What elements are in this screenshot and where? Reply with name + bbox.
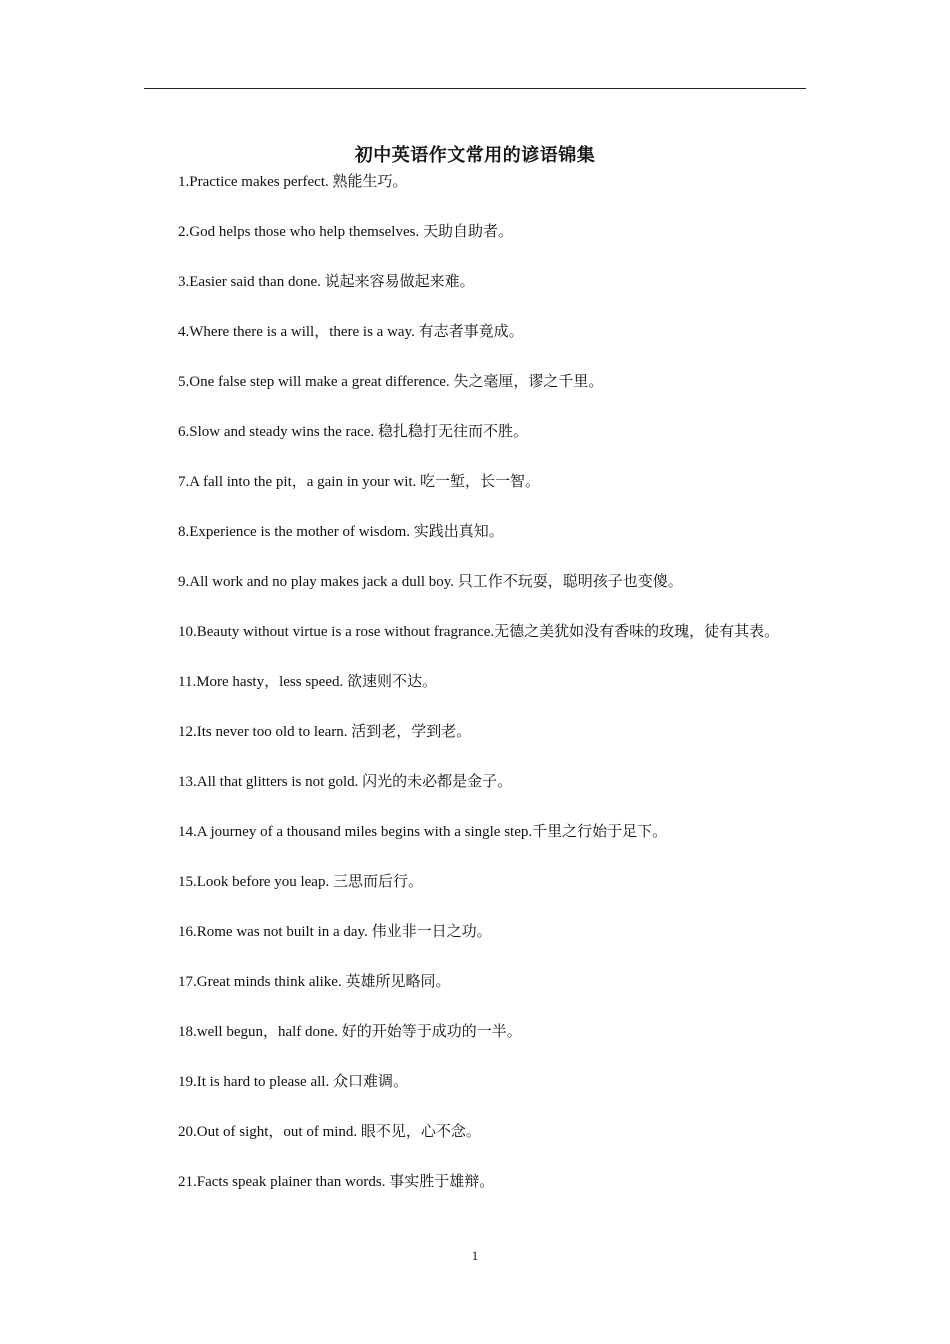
document-title: 初中英语作文常用的谚语锦集 bbox=[354, 145, 596, 165]
proverb-item: 13.All that glitters is not gold. 闪光的未必都是金子。 bbox=[178, 774, 513, 790]
proverb-item: 17.Great minds think alike. 英雄所见略同。 bbox=[178, 974, 451, 990]
proverb-item: 12.Its never too old to learn. 活到老，学到老。 bbox=[178, 724, 472, 740]
proverb-item: 9.All work and no play makes jack a dull boy. 只工作不玩耍，聪明孩子也变傻。 bbox=[178, 574, 683, 590]
proverb-item: 15.Look before you leap. 三思而后行。 bbox=[178, 874, 423, 890]
proverb-item: 16.Rome was not built in a day. 伟业非一日之功。 bbox=[178, 924, 492, 940]
proverb-item: 10.Beauty without virtue is a rose without fragrance.无德之美犹如没有香味的玫瑰，徒有其表。 bbox=[178, 624, 780, 640]
proverb-item: 19.It is hard to please all. 众口难调。 bbox=[178, 1074, 408, 1090]
proverb-item: 5.One false step will make a great difference. 失之毫厘，谬之千里。 bbox=[178, 374, 604, 390]
proverb-item: 21.Facts speak plainer than words. 事实胜于雄辩。 bbox=[178, 1174, 495, 1190]
proverb-list bbox=[144, 170, 806, 1220]
proverb-item: 3.Easier said than done. 说起来容易做起来难。 bbox=[178, 274, 475, 290]
proverb-item: 11.More hasty，less speed. 欲速则不达。 bbox=[178, 674, 437, 690]
proverb-item: 1.Practice makes perfect. 熟能生巧。 bbox=[178, 174, 408, 190]
header-rule bbox=[144, 88, 806, 89]
proverb-item: 14.A journey of a thousand miles begins with a single step.千里之行始于足下。 bbox=[178, 824, 668, 840]
proverb-item: 8.Experience is the mother of wisdom. 实践出真知。 bbox=[178, 524, 504, 540]
proverb-item: 7.A fall into the pit，a gain in your wit. 吃一堑，长一智。 bbox=[178, 474, 541, 490]
proverb-item: 20.Out of sight，out of mind. 眼不见，心不念。 bbox=[178, 1124, 481, 1140]
proverb-item: 18.well begun，half done. 好的开始等于成功的一半。 bbox=[178, 1024, 522, 1040]
proverb-item: 2.God helps those who help themselves. 天助自助者。 bbox=[178, 224, 513, 240]
proverb-item: 6.Slow and steady wins the race. 稳扎稳打无往而不胜。 bbox=[178, 424, 528, 440]
proverb-item: 4.Where there is a will，there is a way. 有志者事竟成。 bbox=[178, 324, 524, 340]
page-number: 1 bbox=[471, 1248, 479, 1263]
